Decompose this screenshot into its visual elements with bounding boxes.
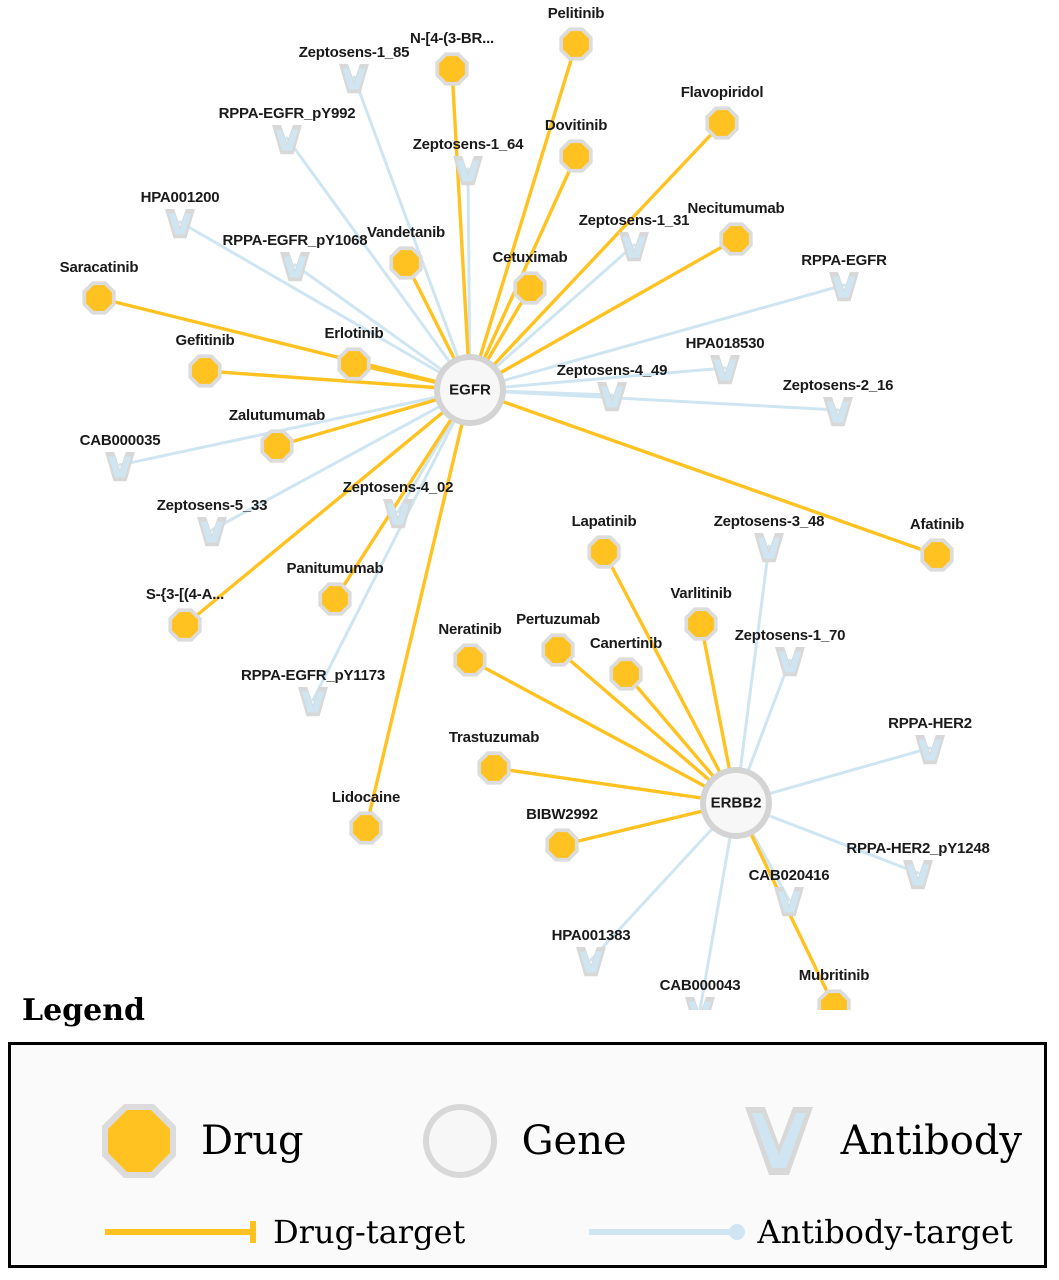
legend-label-antibody: Antibody [840,1118,1023,1164]
drug-node[interactable] [453,643,486,676]
antibody-node[interactable] [823,397,853,426]
drug-label: Zalutumumab [228,407,326,424]
antibody-label: Zeptosens-1_31 [578,212,690,229]
drug-label: Necitumumab [687,200,785,217]
antibody-label: CAB000043 [659,977,741,994]
drug-node[interactable] [168,608,201,641]
antibody-node[interactable] [774,887,804,916]
drug-label: Afatinib [909,516,965,533]
drug-label: Erlotinib [324,325,384,342]
antibody-label: RPPA-EGFR_pY1173 [240,667,386,684]
drug-node[interactable] [389,246,422,279]
circle-icon [412,1093,508,1189]
drug-node[interactable] [719,222,752,255]
drug-node[interactable] [82,281,115,314]
drug-label: Trastuzumab [448,729,540,746]
antibody-node[interactable] [197,517,227,546]
drug-node[interactable] [513,271,546,304]
antibody-label: Zeptosens-1_70 [734,627,846,644]
chevron-icon [731,1093,827,1189]
antibody-node[interactable] [829,272,859,301]
drug-label: Flavopiridol [680,84,764,101]
drug-label: N-[4-(3-BR... [409,30,495,47]
legend-label-gene: Gene [521,1118,627,1164]
legend-node-row [91,1093,1022,1189]
drug-label: Dovitinib [544,117,608,134]
gene-label: EGFR [449,381,491,399]
antibody-node[interactable] [105,452,135,481]
legend-label-antibody-target: Antibody-target [757,1213,1013,1251]
legend-label-drug: Drug [201,1118,304,1164]
drug-node[interactable] [477,751,510,784]
drug-node[interactable] [920,538,953,571]
drug-node[interactable] [349,811,382,844]
drug-node[interactable] [559,27,592,60]
drug-label: Vandetanib [366,224,446,241]
gene-label: ERBB2 [710,794,762,812]
antibody-label: Zeptosens-4_02 [342,479,454,496]
antibody-label: Zeptosens-1_64 [412,136,524,153]
antibody-target-edge-icon [587,1217,747,1247]
drug-label: Neratinib [438,621,502,638]
antibody-target-edge [736,546,769,803]
antibody-label: HPA001383 [551,927,631,944]
antibody-target-edge [313,390,470,700]
antibody-label: Zeptosens-1_85 [298,44,410,61]
antibody-label: CAB000035 [79,432,161,449]
legend-panel [8,1042,1047,1268]
drug-node[interactable] [260,429,293,462]
antibody-label: RPPA-EGFR [801,252,887,269]
drug-target-edge [366,390,470,828]
antibody-label: CAB020416 [748,867,830,884]
legend-edge-row [103,1213,1013,1251]
drug-node[interactable] [609,657,642,690]
drug-node[interactable] [337,347,370,380]
antibody-label: RPPA-HER2_pY1248 [846,840,990,857]
legend-item-gene [412,1093,627,1189]
drug-node[interactable] [541,633,574,666]
antibody-target-edge [120,390,470,465]
legend-item-antibody [731,1093,1022,1189]
antibody-node[interactable] [915,735,945,764]
drug-label: Lapatinib [571,513,637,530]
drug-label: Pertuzumab [516,611,600,628]
legend-label-drug-target: Drug-target [273,1213,466,1251]
octagon-icon [91,1093,187,1189]
drug-node[interactable] [545,828,578,861]
drug-target-edge [470,390,937,555]
drug-node[interactable] [817,989,850,1010]
antibody-label: RPPA-EGFR_pY992 [218,105,356,122]
drug-node[interactable] [587,535,620,568]
antibody-label: Zeptosens-3_48 [713,513,825,530]
drug-label: S-{3-[(4-A... [145,586,225,603]
drug-target-edge-icon [103,1217,263,1247]
antibody-label: Zeptosens-4_49 [556,362,668,379]
antibody-node[interactable] [710,355,740,384]
drug-node[interactable] [684,607,717,640]
drug-label: BIBW2992 [526,806,598,823]
drug-label: Varlitinib [670,585,732,602]
antibody-node[interactable] [903,860,933,889]
drug-label: Cetuximab [492,249,568,266]
drug-label: Panitumumab [286,560,384,577]
drug-label: Gefitinib [175,332,235,349]
antibody-node[interactable] [298,687,328,716]
drug-node[interactable] [435,52,468,85]
drug-label: Canertinib [589,635,663,652]
drug-label: Mubritinib [798,967,870,984]
legend-item-drug-target [103,1213,465,1251]
drug-label: Lidocaine [331,789,401,806]
drug-node[interactable] [559,139,592,172]
antibody-node[interactable] [576,947,606,976]
drug-node[interactable] [188,354,221,387]
legend-item-antibody-target [587,1213,1012,1251]
antibody-label: Zeptosens-2_16 [782,377,894,394]
drug-label: Pelitinib [547,5,605,22]
drug-label: Saracatinib [59,259,139,276]
antibody-label: Zeptosens-5_33 [156,497,268,514]
antibody-label: RPPA-HER2 [888,715,972,732]
antibody-label: RPPA-EGFR_pY1068 [222,232,368,249]
legend-item-drug [91,1093,304,1189]
drug-node[interactable] [318,582,351,615]
antibody-label: HPA001200 [140,189,220,206]
antibody-label: HPA018530 [685,335,765,352]
legend-title: Legend [22,993,146,1028]
drug-node[interactable] [705,106,738,139]
